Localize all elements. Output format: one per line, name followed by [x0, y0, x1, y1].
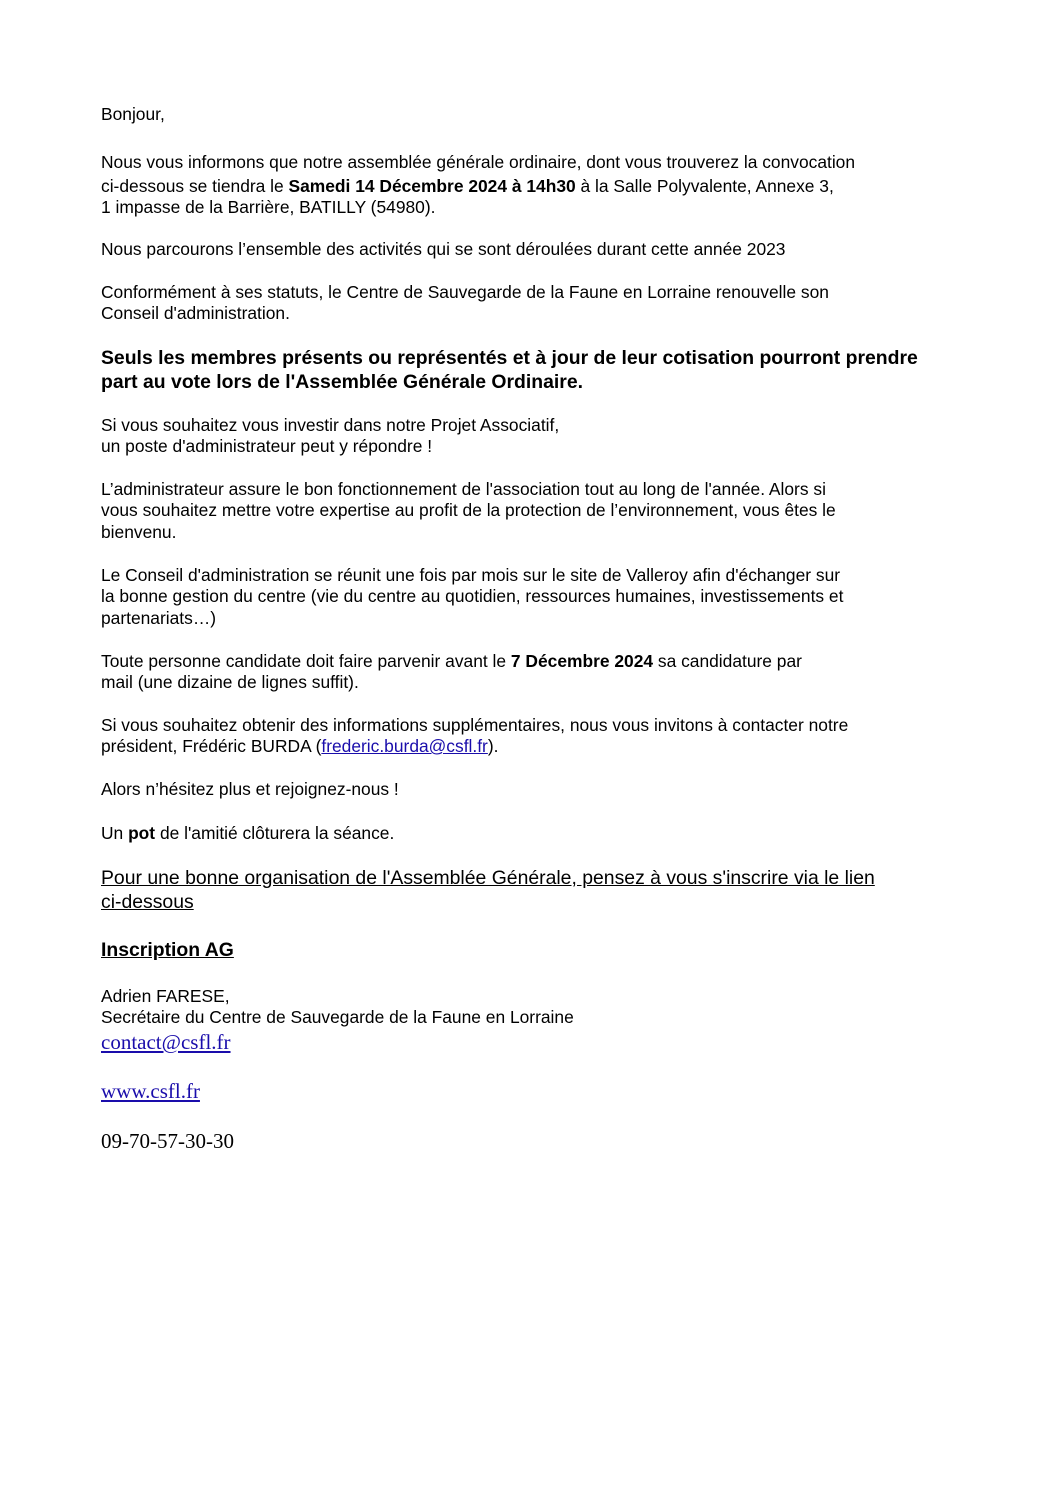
- candidate-line-2: mail (une dizaine de lignes suffit).: [101, 672, 359, 692]
- candidate-text-end: sa candidature par: [653, 651, 802, 671]
- council-line-3: partenariats…): [101, 608, 217, 628]
- candidate-text: Toute personne candidate doit faire parvenir avant le: [101, 651, 511, 671]
- president-text-end: ).: [487, 736, 499, 756]
- intro-line-2: [101, 175, 834, 197]
- voting-notice-text-1: Seuls les membres présents ou représentés et à jour de leur cotisation pourront prendre: [101, 347, 918, 369]
- registration-notice-line-2: ci-dessous: [101, 891, 194, 913]
- join-us: Alors n’hésitez plus et rejoignez-nous !: [101, 779, 399, 799]
- invest-line-1: Si vous souhaitez vous investir dans notre Projet Associatif,: [101, 415, 560, 435]
- phone-number: 09-70-57-30-30: [101, 1129, 234, 1153]
- website[interactable]: [101, 1080, 200, 1102]
- invest-line-2: un poste d'administrateur peut y répondre !: [101, 436, 433, 456]
- activities-paragraph: Nous parcourons l’ensemble des activités qui se sont déroulées durant cette année 2023: [101, 239, 786, 259]
- website-link[interactable]: www.csfl.fr: [101, 1079, 200, 1103]
- contact-email-link[interactable]: contact@csfl.fr: [101, 1030, 231, 1054]
- voting-notice-line-1: [101, 347, 918, 369]
- registration-notice-line-1: Pour une bonne organisation de l'Assemblée Générale, pensez à vous s'inscrire via le lien: [101, 867, 875, 889]
- meeting-location: à la Salle Polyvalente, Annexe 3,: [575, 176, 834, 196]
- info-line-1: Si vous souhaitez obtenir des informations supplémentaires, nous vous invitons à contacter notre: [101, 715, 849, 735]
- meeting-date: Samedi 14 Décembre 2024 à 14h30: [288, 176, 576, 196]
- council-line-1: Le Conseil d'administration se réunit une fois par mois sur le site de Valleroy afin d'échanger sur: [101, 565, 841, 585]
- closing-text-end: de l'amitié clôturera la séance.: [155, 823, 395, 843]
- council-line-2: la bonne gestion du centre (vie du centre au quotidien, ressources humaines, investissements et: [101, 586, 844, 606]
- statutes-line-1: Conformément à ses statuts, le Centre de Sauvegarde de la Faune en Lorraine renouvelle son: [101, 282, 829, 302]
- inscription-link[interactable]: [101, 939, 234, 961]
- president-email-link[interactable]: frederic.burda@csfl.fr: [321, 736, 488, 756]
- intro-text: ci-dessous se tiendra le: [101, 176, 289, 196]
- pot-word: pot: [128, 823, 156, 843]
- candidate-deadline: 7 Décembre 2024: [510, 651, 654, 671]
- signature-name: Adrien FARESE,: [101, 986, 230, 1006]
- voting-notice-line-2: [101, 371, 583, 393]
- admin-line-2: vous souhaitez mettre votre expertise au profit de la protection de l’environnement, vous êtes le: [101, 500, 836, 520]
- intro-line-1: Nous vous informons que notre assemblée générale ordinaire, dont vous trouverez la convocation: [101, 152, 856, 172]
- admin-line-1: L’administrateur assure le bon fonctionnement de l'association tout au long de l'année. Alors si: [101, 479, 826, 499]
- signature-role: Secrétaire du Centre de Sauvegarde de la Faune en Lorraine: [101, 1007, 574, 1027]
- president-text: président, Frédéric BURDA (: [101, 736, 322, 756]
- statutes-line-2: Conseil d'administration.: [101, 303, 290, 323]
- closing-drink: [101, 822, 394, 844]
- inscription-label[interactable]: Inscription AG: [101, 939, 234, 961]
- contact-email[interactable]: [101, 1031, 231, 1053]
- greeting: Bonjour,: [101, 104, 165, 124]
- candidate-line-1: [101, 650, 802, 672]
- voting-notice-text-2: part au vote lors de l'Assemblée Générale Ordinaire.: [101, 371, 584, 393]
- info-line-2: [101, 735, 498, 757]
- admin-line-3: bienvenu.: [101, 522, 177, 542]
- closing-text: Un: [101, 823, 129, 843]
- intro-line-3: 1 impasse de la Barrière, BATILLY (54980).: [101, 197, 436, 217]
